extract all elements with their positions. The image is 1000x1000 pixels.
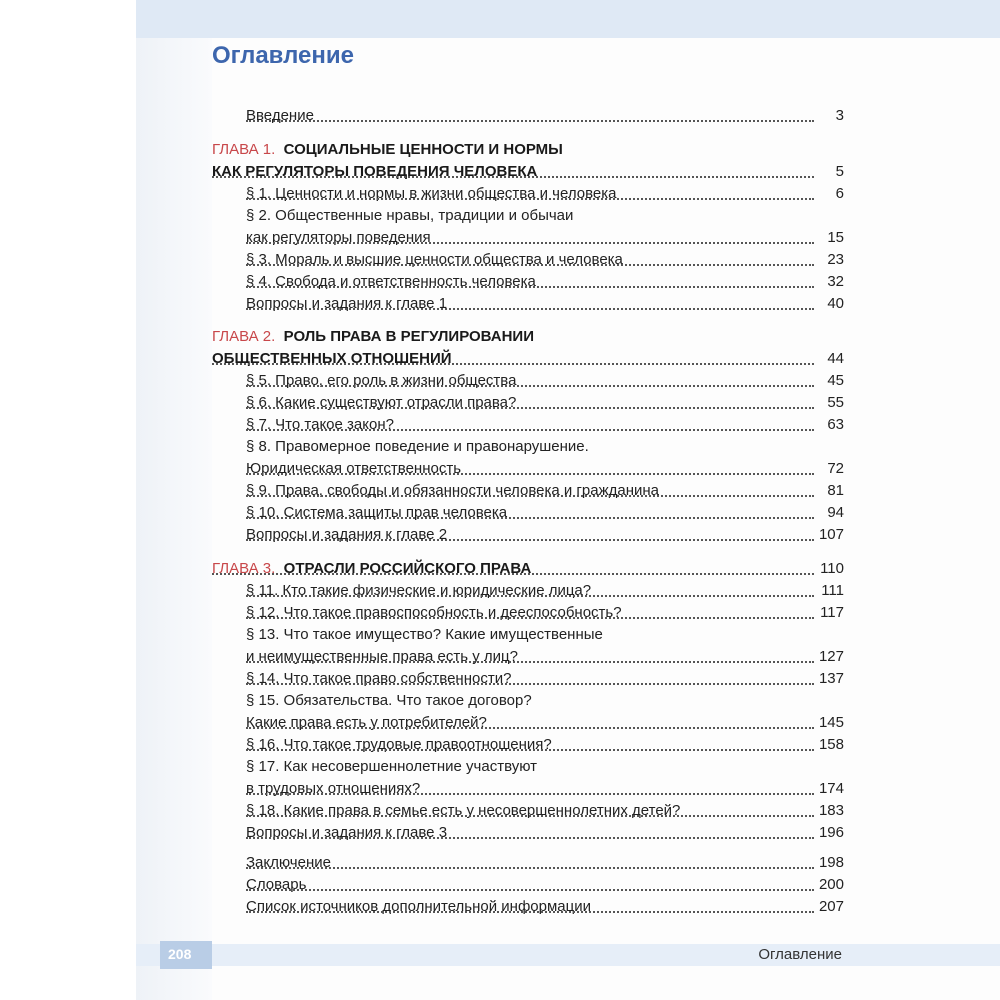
toc-line-1-a [212,139,844,161]
entry-text: § 18. Какие права в семье есть у несовершеннолетних детей? [246,800,684,822]
dot-leader [246,837,814,839]
toc-line-7-b [212,348,844,370]
dot-leader [246,911,814,913]
page-number: 3 [832,105,844,127]
toc-line-20-b [212,712,844,734]
dot-leader [246,683,814,685]
toc-line-23 [212,800,844,822]
page-number: 44 [823,348,844,370]
table-of-contents [212,0,844,1000]
entry-text: Вопросы и задания к главе 3 [246,822,451,844]
chapter-label: ГЛАВА 2. [212,328,276,345]
dot-leader [246,385,814,387]
page-number: 5 [832,161,844,183]
toc-line-10 [212,414,844,436]
page-number: 45 [823,370,844,392]
chapter-heading [212,139,567,161]
chapter-title: РОЛЬ ПРАВА В РЕГУЛИРОВАНИИ [283,328,534,345]
page-number: 198 [815,852,844,874]
entry-text: Заключение [246,852,335,874]
dot-leader [246,120,814,122]
chapter-title: СОЦИАЛЬНЫЕ ЦЕННОСТИ И НОРМЫ [283,141,563,158]
toc-line-8 [212,370,844,392]
entry-text: Введение [246,105,318,127]
dot-leader [246,407,814,409]
toc-line-11-a [212,436,844,458]
dot-leader [246,867,814,869]
toc-line-22-b [212,778,844,800]
toc-line-20-a [212,690,844,712]
entry-text: Вопросы и задания к главе 1 [246,293,451,315]
page-number: 174 [815,778,844,800]
toc-line-26 [212,874,844,896]
toc-line-17 [212,602,844,624]
entry-text: § 14. Что такое право собственности? [246,668,515,690]
entry-text: § 2. Общественные нравы, традиции и обычаи [246,205,577,227]
toc-line-21 [212,734,844,756]
page-number: 6 [832,183,844,205]
dot-leader [246,473,814,475]
entry-text: Список источников дополнительной информации [246,896,595,918]
page-margin [136,0,212,1000]
page-number: 196 [815,822,844,844]
chapter-title: ОТРАСЛИ РОССИЙСКОГО ПРАВА [283,560,532,577]
toc-line-2 [212,183,844,205]
page-number: 145 [815,712,844,734]
page-number: 40 [823,293,844,315]
dot-leader [246,793,814,795]
dot-leader [246,242,814,244]
toc-line-18-a [212,624,844,646]
page-number: 107 [815,524,844,546]
page-number: 81 [823,480,844,502]
page-number: 23 [823,249,844,271]
dot-leader [246,264,814,266]
entry-text: в трудовых отношениях? [246,778,424,800]
toc-line-25 [212,852,844,874]
entry-text: § 4. Свобода и ответственность человека [246,271,540,293]
toc-line-24 [212,822,844,844]
dot-leader [246,539,814,541]
chapter-title-cont: ОБЩЕСТВЕННЫХ ОТНОШЕНИЙ [212,348,456,370]
dot-leader [246,815,814,817]
page-number: 117 [816,602,844,624]
page-number: 158 [815,734,844,756]
entry-text: Юридическая ответственность [246,458,465,480]
toc-line-18-b [212,646,844,668]
dot-leader [212,573,814,575]
toc-line-3-b [212,227,844,249]
entry-text: Вопросы и задания к главе 2 [246,524,451,546]
dot-leader [246,495,814,497]
page-number: 200 [815,874,844,896]
chapter-label: ГЛАВА 1. [212,141,276,158]
entry-text: § 7. Что такое закон? [246,414,398,436]
page-number: 111 [817,580,844,602]
dot-leader [246,889,814,891]
dot-leader [246,429,814,431]
dot-leader [212,363,814,365]
chapter-title-cont: КАК РЕГУЛЯТОРЫ ПОВЕДЕНИЯ ЧЕЛОВЕКА [212,161,541,183]
dot-leader [246,661,814,663]
entry-text: § 8. Правомерное поведение и правонарушение. [246,436,593,458]
page-title: Оглавление [212,42,354,69]
toc-line-6 [212,293,844,315]
toc-line-7-a [212,326,844,348]
toc-line-13 [212,502,844,524]
page-number: 94 [823,502,844,524]
entry-text: § 15. Обязательства. Что такое договор? [246,690,536,712]
chapter-label: ГЛАВА 3. [212,560,276,577]
entry-text: § 12. Что такое правоспособность и дееспособность? [246,602,626,624]
toc-line-22-a [212,756,844,778]
toc-line-4 [212,249,844,271]
toc-line-0 [212,105,844,127]
toc-line-14 [212,524,844,546]
dot-leader [246,727,814,729]
page-number: 63 [823,414,844,436]
entry-text: § 3. Мораль и высшие ценности общества и человека [246,249,627,271]
entry-text: § 5. Право, его роль в жизни общества [246,370,520,392]
toc-line-3-a [212,205,844,227]
page-number: 183 [815,800,844,822]
entry-text: § 11. Кто такие физические и юридические лица? [246,580,595,602]
toc-line-16 [212,580,844,602]
page-number: 55 [823,392,844,414]
entry-text: § 16. Что такое трудовые правоотношения? [246,734,556,756]
entry-text: § 1. Ценности и нормы в жизни общества и человека [246,183,620,205]
footer-page-number: 208 [168,946,192,962]
entry-text: и неимущественные права есть у лиц? [246,646,522,668]
entry-text: Словарь [246,874,310,896]
toc-line-19 [212,668,844,690]
page-number: 137 [815,668,844,690]
page-number: 72 [823,458,844,480]
dot-leader [246,286,814,288]
toc-line-27 [212,896,844,918]
dot-leader [246,617,814,619]
toc-line-1-b [212,161,844,183]
dot-leader [246,749,814,751]
page-number: 207 [815,896,844,918]
dot-leader [246,308,814,310]
entry-text: как регуляторы поведения [246,227,435,249]
dot-leader [246,517,814,519]
page-number: 127 [815,646,844,668]
dot-leader [246,198,814,200]
toc-line-11-b [212,458,844,480]
footer-running-title: Оглавление [758,946,842,963]
toc-line-5 [212,271,844,293]
page-number: 32 [823,271,844,293]
dot-leader [212,176,814,178]
entry-text: § 10. Система защиты прав человека [246,502,511,524]
entry-text: § 6. Какие существуют отрасли права? [246,392,520,414]
entry-text: Какие права есть у потребителей? [246,712,491,734]
chapter-heading [212,558,535,580]
toc-line-15 [212,558,844,580]
page-number: 15 [823,227,844,249]
dot-leader [246,595,814,597]
page-number: 110 [816,558,844,580]
entry-text: § 17. Как несовершеннолетние участвуют [246,756,541,778]
footer-band [136,944,1000,966]
toc-line-12 [212,480,844,502]
entry-text: § 13. Что такое имущество? Какие имущественные [246,624,607,646]
toc-line-9 [212,392,844,414]
chapter-heading [212,326,538,348]
entry-text: § 9. Права, свободы и обязанности человека и гражданина [246,480,663,502]
